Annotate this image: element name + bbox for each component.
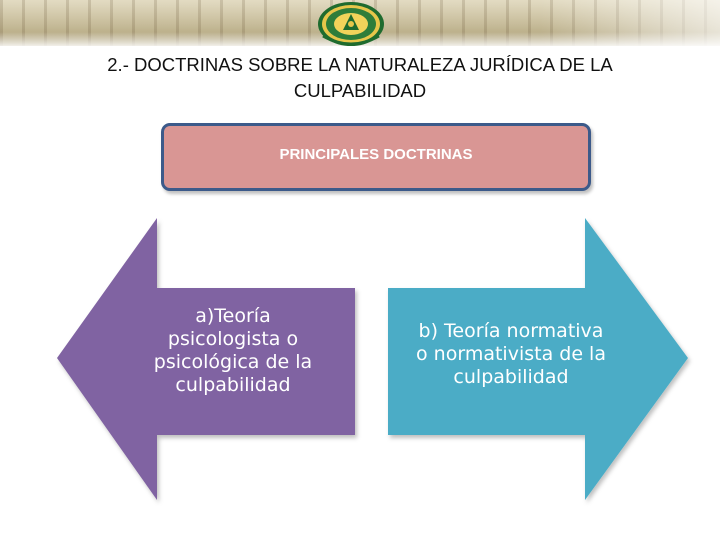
title-line-1: 2.- DOCTRINAS SOBRE LA NATURALEZA JURÍDICA DE LA [107, 54, 613, 75]
left-arrow-text [108, 305, 358, 397]
right-line: o normativista de la [416, 343, 606, 365]
right-line: b) Teoría normativa [418, 320, 604, 342]
left-line: culpabilidad [175, 374, 291, 396]
right-arrow-text [386, 320, 636, 389]
left-line: psicologista o [167, 328, 299, 350]
left-line: psicológica de la [153, 351, 313, 373]
title-line-2: CULPABILIDAD [293, 80, 427, 101]
left-line: a)Teoría [195, 305, 271, 327]
principales-doctrinas-label: PRINCIPALES DOCTRINAS [279, 145, 473, 163]
right-line: culpabilidad [453, 366, 569, 388]
